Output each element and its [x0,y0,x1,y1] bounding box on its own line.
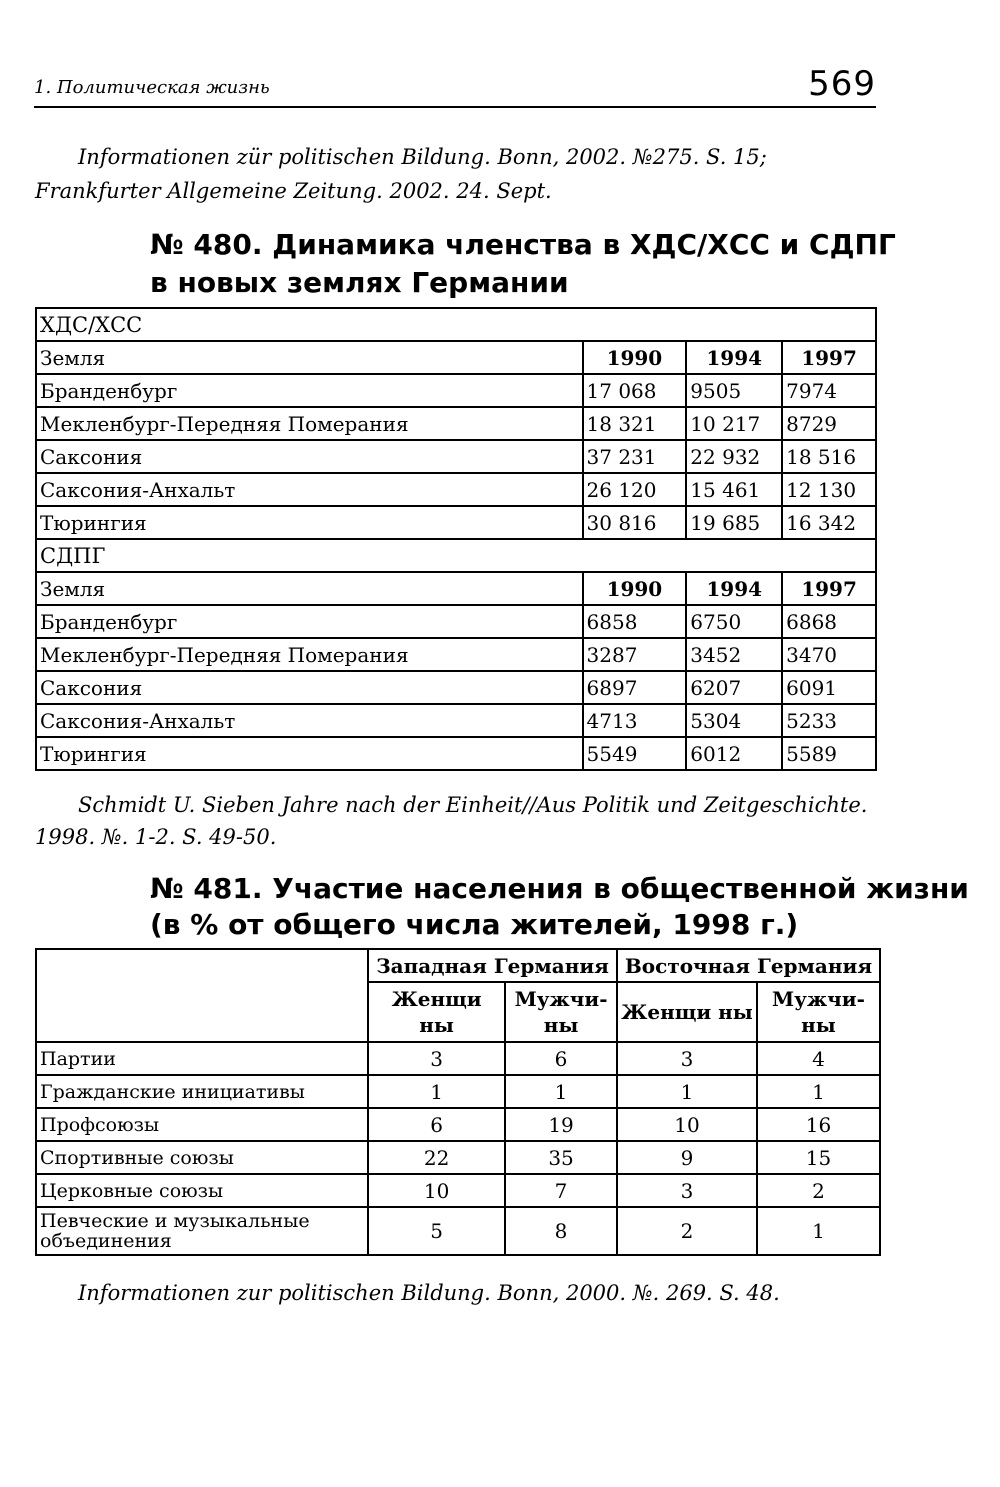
percent-value: 10 [368,1174,505,1207]
member-count: 19 685 [686,506,782,539]
percent-value: 6 [368,1108,505,1141]
running-head: 1. Политическая жизнь [34,77,270,98]
member-count: 5304 [686,704,782,737]
percent-value: 35 [505,1141,617,1174]
organization-label: Певческие и музыкальные объединения [36,1207,368,1255]
percent-value: 9 [617,1141,757,1174]
region-west-header: Западная Германия [368,949,617,982]
table-row [36,737,876,770]
member-count: 5549 [583,737,687,770]
membership-table [35,307,877,771]
percent-value: 10 [617,1108,757,1141]
group-row [36,539,876,572]
table-row [36,638,876,671]
percent-value: 1 [757,1207,880,1255]
percent-value: 3 [368,1042,505,1075]
table-row [36,473,876,506]
member-count: 5233 [782,704,876,737]
land-name: Саксония [36,671,583,704]
member-count: 9505 [686,374,782,407]
member-count: 4713 [583,704,687,737]
percent-value: 4 [757,1042,880,1075]
group-row [36,308,876,341]
table-row [36,1141,880,1174]
page-header [34,58,876,108]
percent-value: 3 [617,1042,757,1075]
member-count: 12 130 [782,473,876,506]
year-header: 1994 [686,572,782,605]
member-count: 3470 [782,638,876,671]
member-count: 6858 [583,605,687,638]
doc480-title-line2: в новых землях Германии [150,266,569,299]
year-header: 1997 [782,572,876,605]
table-row [36,440,876,473]
east-women-header: Женщи ны [617,982,757,1042]
year-header: 1997 [782,341,876,374]
land-column-header: Земля [36,572,583,605]
doc480-title-line1: № 480. Динамика членства в ХДС/ХСС и СДПГ [150,228,896,261]
year-header: 1990 [583,341,687,374]
land-name: Саксония [36,440,583,473]
land-name: Мекленбург-Передняя Померания [36,407,583,440]
percent-value: 1 [617,1075,757,1108]
table-row [36,1042,880,1075]
land-name: Бранденбург [36,605,583,638]
west-women-header: Женщи ны [368,982,505,1042]
percent-value: 8 [505,1207,617,1255]
table-row [36,1174,880,1207]
member-count: 37 231 [583,440,687,473]
member-count: 6012 [686,737,782,770]
participation-table [35,948,881,1256]
page-number: 569 [808,64,876,104]
land-name: Тюрингия [36,737,583,770]
member-count: 16 342 [782,506,876,539]
table-row [36,704,876,737]
year-header: 1990 [583,572,687,605]
percent-value: 2 [757,1174,880,1207]
member-count: 6868 [782,605,876,638]
region-east-header: Восточная Германия [617,949,880,982]
column-header-row [36,572,876,605]
organization-label: Профсоюзы [36,1108,368,1141]
table-row [36,1075,880,1108]
percent-value: 7 [505,1174,617,1207]
organization-label: Партии [36,1042,368,1075]
percent-value: 1 [368,1075,505,1108]
percent-value: 1 [505,1075,617,1108]
table-row [36,1207,880,1255]
land-name: Саксония-Анхальт [36,473,583,506]
member-count: 5589 [782,737,876,770]
land-name: Бранденбург [36,374,583,407]
member-count: 30 816 [583,506,687,539]
land-name: Тюрингия [36,506,583,539]
land-name: Саксония-Анхальт [36,704,583,737]
member-count: 3287 [583,638,687,671]
percent-value: 5 [368,1207,505,1255]
doc480-source-line1: Schmidt U. Sieben Jahre nach der Einheit//Aus Politik und Zeitgeschichte. [78,793,868,817]
east-men-header: Мужчи- ны [757,982,880,1042]
percent-value: 1 [757,1075,880,1108]
source-citation-top-line2: Frankfurter Allgemeine Zeitung. 2002. 24. Sept. [35,179,552,203]
column-header-row [36,341,876,374]
table-row [36,1108,880,1141]
year-header: 1994 [686,341,782,374]
member-count: 3452 [686,638,782,671]
member-count: 7974 [782,374,876,407]
table-row [36,407,876,440]
member-count: 6897 [583,671,687,704]
member-count: 8729 [782,407,876,440]
member-count: 6207 [686,671,782,704]
organization-label: Гражданские инициативы [36,1075,368,1108]
percent-value: 3 [617,1174,757,1207]
doc481-source: Informationen zur politischen Bildung. Bonn, 2000. №. 269. S. 48. [78,1281,780,1305]
member-count: 17 068 [583,374,687,407]
member-count: 6091 [782,671,876,704]
percent-value: 16 [757,1108,880,1141]
source-citation-top-line1: Informationen zür politischen Bildung. Bonn, 2002. №275. S. 15; [78,145,767,169]
table-row [36,671,876,704]
doc481-title-line1: № 481. Участие населения в общественной жизни [150,872,969,905]
member-count: 22 932 [686,440,782,473]
percent-value: 6 [505,1042,617,1075]
land-name: Мекленбург-Передняя Померания [36,638,583,671]
percent-value: 15 [757,1141,880,1174]
organization-label: Спортивные союзы [36,1141,368,1174]
table-row [36,374,876,407]
member-count: 10 217 [686,407,782,440]
member-count: 18 516 [782,440,876,473]
party-group-label: ХДС/ХСС [36,308,876,341]
member-count: 15 461 [686,473,782,506]
table-row [36,605,876,638]
doc481-title-line2: (в % от общего числа жителей, 1998 г.) [150,908,799,941]
percent-value: 19 [505,1108,617,1141]
land-column-header: Земля [36,341,583,374]
member-count: 6750 [686,605,782,638]
percent-value: 22 [368,1141,505,1174]
doc480-source-line2: 1998. №. 1-2. S. 49-50. [35,825,277,849]
member-count: 26 120 [583,473,687,506]
table-row [36,506,876,539]
percent-value: 2 [617,1207,757,1255]
party-group-label: СДПГ [36,539,876,572]
empty-corner-cell [36,949,368,1042]
west-men-header: Мужчи- ны [505,982,617,1042]
member-count: 18 321 [583,407,687,440]
organization-label: Церковные союзы [36,1174,368,1207]
